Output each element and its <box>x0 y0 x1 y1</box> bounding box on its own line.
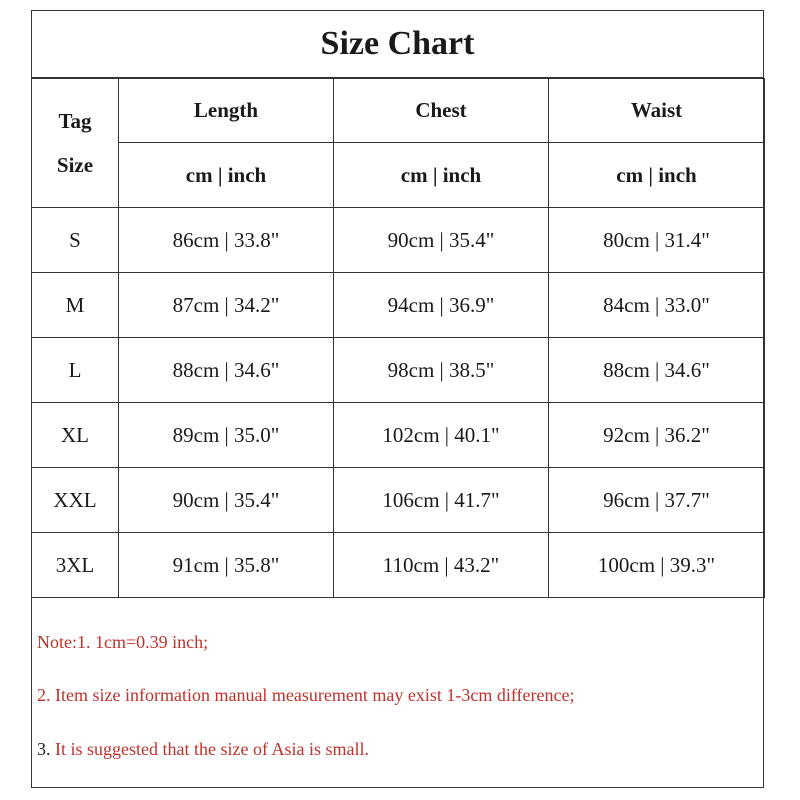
waist-cell: 88cm | 34.6" <box>549 338 765 403</box>
size-cell: S <box>32 208 119 273</box>
note-1: Note:1. 1cm=0.39 inch; <box>37 632 209 652</box>
table-row <box>32 468 765 533</box>
column-header-waist: Waist <box>549 79 765 143</box>
length-cell: 90cm | 35.4" <box>119 468 334 533</box>
chest-cell: 90cm | 35.4" <box>334 208 549 273</box>
waist-cell: 80cm | 31.4" <box>549 208 765 273</box>
length-cell: 89cm | 35.0" <box>119 403 334 468</box>
note-3-number: 3. <box>37 739 51 759</box>
header-row <box>32 79 765 143</box>
table-row <box>32 273 765 338</box>
chest-cell: 98cm | 38.5" <box>334 338 549 403</box>
chest-cell: 110cm | 43.2" <box>334 533 549 598</box>
note-2-number: 2. <box>37 685 51 705</box>
length-cell: 87cm | 34.2" <box>119 273 334 338</box>
unit-row <box>32 143 765 208</box>
column-header-length: Length <box>119 79 334 143</box>
waist-cell: 96cm | 37.7" <box>549 468 765 533</box>
size-cell: XL <box>32 403 119 468</box>
tag-size-header <box>32 79 119 208</box>
size-cell: L <box>32 338 119 403</box>
unit-label: cm | inch <box>334 143 549 208</box>
table-row <box>32 338 765 403</box>
notes-section <box>31 605 764 788</box>
size-cell: M <box>32 273 119 338</box>
table-row <box>32 403 765 468</box>
waist-cell: 100cm | 39.3" <box>549 533 765 598</box>
size-table <box>31 78 765 598</box>
size-cell: XXL <box>32 468 119 533</box>
waist-cell: 92cm | 36.2" <box>549 403 765 468</box>
waist-cell: 84cm | 33.0" <box>549 273 765 338</box>
length-cell: 88cm | 34.6" <box>119 338 334 403</box>
chest-cell: 94cm | 36.9" <box>334 273 549 338</box>
column-header-chest: Chest <box>334 79 549 143</box>
tag-size-line-1: Tag <box>58 109 92 133</box>
page-title: Size Chart <box>31 10 764 78</box>
note-2-text: Item size information manual measurement may exist 1-3cm difference; <box>50 685 575 705</box>
length-cell: 86cm | 33.8" <box>119 208 334 273</box>
chest-cell: 102cm | 40.1" <box>334 403 549 468</box>
note-3 <box>37 739 369 760</box>
chest-cell: 106cm | 41.7" <box>334 468 549 533</box>
note-3-text: It is suggested that the size of Asia is small. <box>50 739 369 759</box>
unit-label: cm | inch <box>549 143 765 208</box>
table-row <box>32 208 765 273</box>
note-2 <box>37 685 574 706</box>
size-cell: 3XL <box>32 533 119 598</box>
length-cell: 91cm | 35.8" <box>119 533 334 598</box>
table-row <box>32 533 765 598</box>
unit-label: cm | inch <box>119 143 334 208</box>
tag-size-line-2: Size <box>56 153 94 177</box>
